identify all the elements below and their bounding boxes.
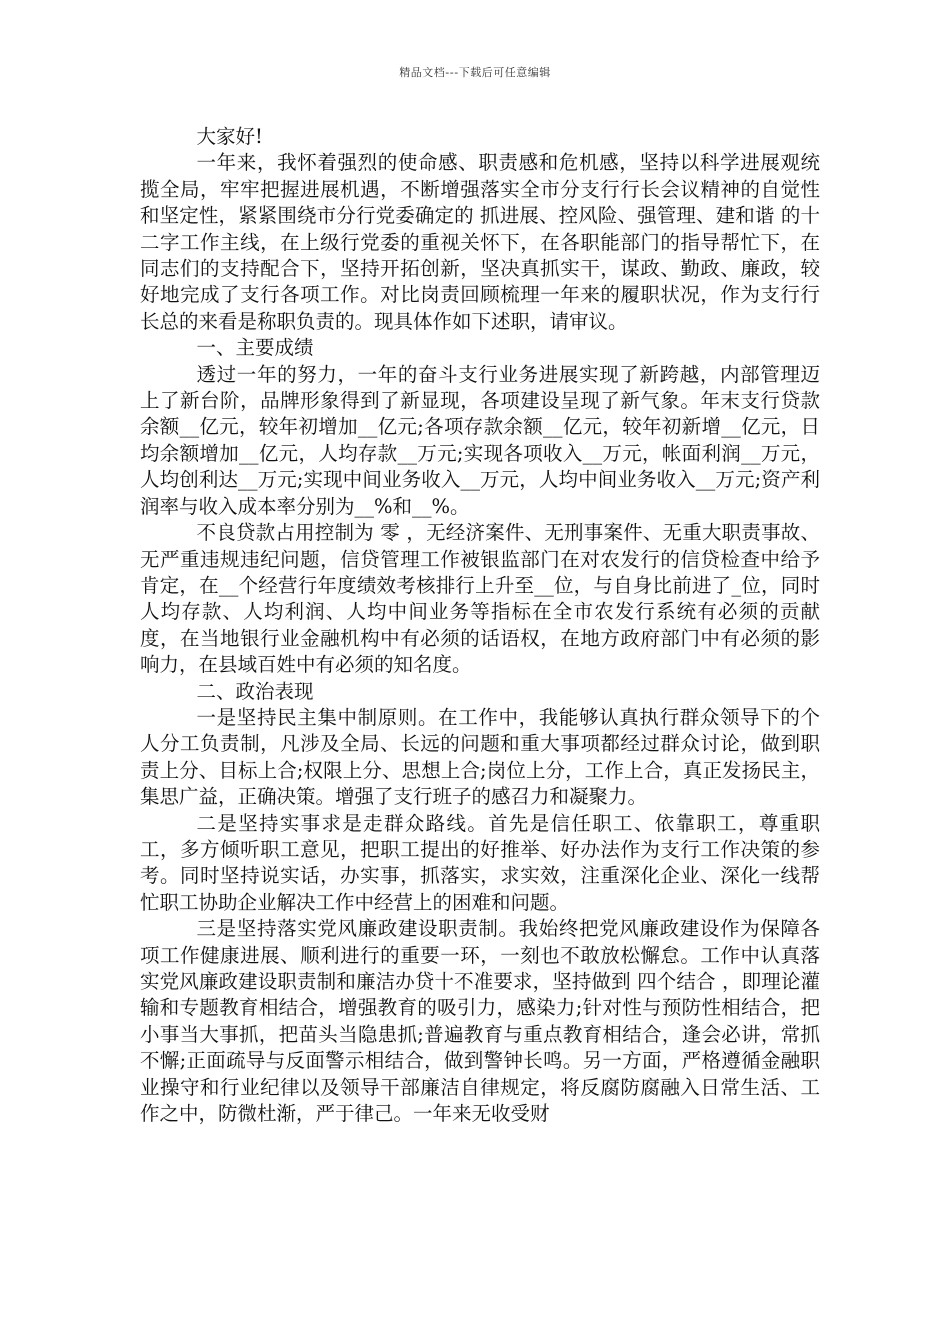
section-heading-achievements: 一、主要成绩: [196, 336, 314, 360]
political-paragraph-2: 二是坚持实事求是走群众路线。首先是信任职工、依靠职工，尊重职工，多方倾听职工意见，把职工提出的好推举、好办法作为支行工作决策的参考。同时坚持说实话，办实事，抓落实，求实效，注重深化企业、深化一线帮忙职工协助企业解决工作中经营上的困难和问题。: [140, 811, 820, 914]
section-heading-political: 二、政治表现: [196, 679, 314, 703]
political-paragraph-1: 一是坚持民主集中制原则。在工作中，我能够认真执行群众领导下的个人分工负责制，凡涉及全局、长远的问题和重大事项都经过群众讨论，做到职责上分、目标上合;权限上分、思想上合;岗位上分，工作上合，真正发扬民主，集思广益，正确决策。增强了支行班子的感召力和凝聚力。: [140, 705, 820, 809]
political-paragraph-3: 三是坚持落实党风廉政建设职责制。我始终把党风廉政建设作为保障各项工作健康进展、顺利进行的重要一环，一刻也不敢放松懈怠。工作中认真落实党风廉政建设职责制和廉洁办贷十不准要求，坚持做到 四个结合 ，即理论灌输和专题教育相结合，增强教育的吸引力，感染力;针对性与预防性相结合，把小事当大事抓，把苗头当隐患抓;普遍教育与重点教育相结合，逢会必讲，常抓不懈;正面疏导与反面警示相结合，做到警钟长鸣。另一方面，严格遵循金融职业操守和行业纪律以及领导干部廉洁自律规定，将反腐防腐融入日常生活、工作之中，防微杜渐，严于律己。一年来无收受财: [140, 917, 820, 1126]
document-body: [140, 124, 820, 1127]
page-header: 精品文档---下载后可任意编辑: [399, 66, 551, 79]
achievements-paragraph-2: 不良贷款占用控制为 零 ，无经济案件、无刑事案件、无重大职责事故、无严重违规违纪问题，信贷管理工作被银监部门在对农发行的信贷检查中给予肯定，在__个经营行年度绩效考核排行上升至__位，与自身比前进了_位，同时人均存款、人均利润、人均中间业务等指标在全市农发行系统有必须的贡献度，在当地银行业金融机构中有必须的话语权，在地方政府部门中有必须的影响力，在县域百姓中有必须的知名度。: [140, 521, 820, 677]
intro-paragraph: 一年来，我怀着强烈的使命感、职责感和危机感，坚持以科学进展观统揽全局，牢牢把握进展机遇，不断增强落实全市分支行行长会议精神的自觉性和坚定性，紧紧围绕市分行党委确定的 抓进展、控风险、强管理、建和谐 的十二字工作主线，在上级行党委的重视关怀下，在各职能部门的指导帮忙下，在同志们的支持配合下，坚持开拓创新，坚决真抓实干，谋政、勤政、廉政，较好地完成了支行各项工作。对比岗责回顾梳理一年来的履职状况，作为支行行长总的来看是称职负责的。现具体作如下述职，请审议。: [140, 151, 820, 333]
greeting: 大家好!: [196, 125, 263, 148]
achievements-paragraph-1: 透过一年的努力，一年的奋斗支行业务进展实现了新跨越，内部管理迈上了新台阶，品牌形象得到了新显现，各项建设呈现了新气象。年末支行贷款余额__亿元，较年初增加__亿元;各项存款余额__亿元，较年初新增__亿元，日均余额增加__亿元，人均存款__万元;实现各项收入__万元，帐面利润__万元，人均创利达__万元;实现中间业务收入__万元，人均中间业务收入__万元;资产利润率与收入成本率分别为__%和__%。: [140, 362, 820, 518]
